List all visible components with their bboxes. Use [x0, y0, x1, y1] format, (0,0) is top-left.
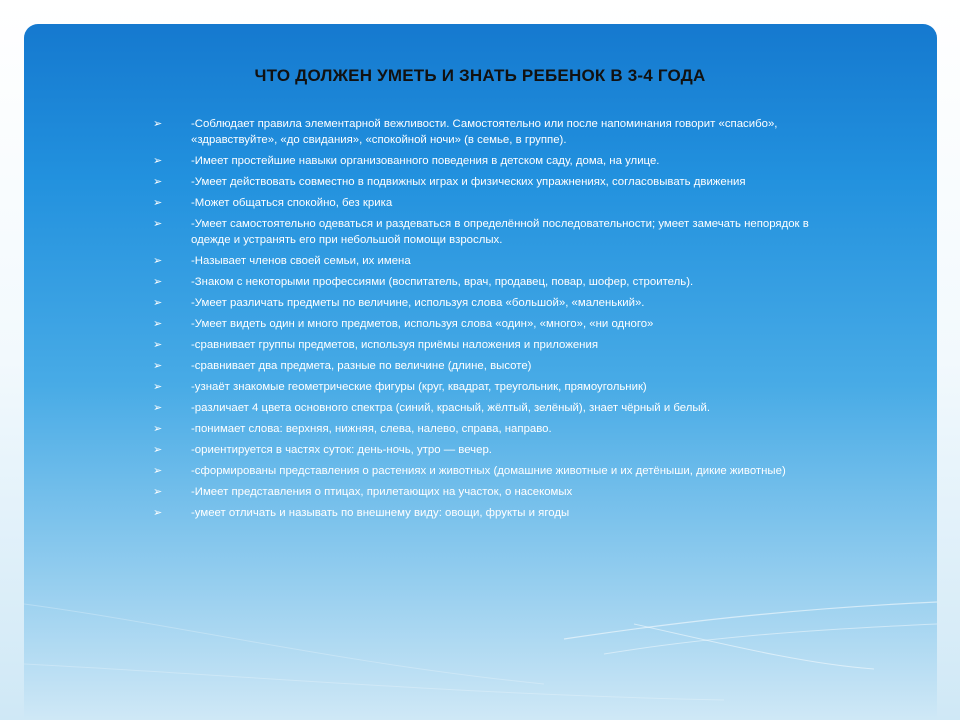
- list-item: [150, 379, 810, 395]
- list-item: [150, 295, 810, 311]
- arrowhead-bullet-icon: ➢: [153, 444, 163, 456]
- arrowhead-bullet-icon: ➢: [153, 218, 163, 230]
- list-item-text: -сравнивает группы предметов, используя приёмы наложения и приложения: [191, 339, 598, 351]
- arrowhead-bullet-icon: ➢: [153, 197, 163, 209]
- list-item-text: -Знаком с некоторыми профессиями (воспитатель, врач, продавец, повар, шофер, строитель).: [191, 276, 694, 288]
- arrowhead-bullet-icon: ➢: [153, 176, 163, 188]
- list-item-text: -узнаёт знакомые геометрические фигуры (круг, квадрат, треугольник, прямоугольник): [191, 381, 647, 393]
- arrowhead-bullet-icon: ➢: [153, 381, 163, 393]
- arrowhead-bullet-icon: ➢: [153, 507, 163, 519]
- list-item: [150, 216, 810, 248]
- list-item: [150, 274, 810, 290]
- wave-line: [24, 664, 724, 700]
- list-item: [150, 358, 810, 374]
- wave-line: [24, 604, 544, 684]
- slide-title: ЧТО ДОЛЖЕН УМЕТЬ И ЗНАТЬ РЕБЕНОК В 3-4 ГОДА: [254, 66, 706, 85]
- list-item-text: -различает 4 цвета основного спектра (синий, красный, жёлтый, зелёный), знает чёрный и белый.: [191, 402, 711, 414]
- list-item-text: -сформированы представления о растениях и животных (домашние животные и их детёныши, дикие животные): [191, 465, 786, 477]
- arrowhead-bullet-icon: ➢: [153, 360, 163, 372]
- list-item-text: -Умеет самостоятельно одеваться и раздеваться в определённой последовательности; умеет замечать непорядок в одежде и устранять его при небольшой помощи взрослых.: [191, 218, 809, 246]
- list-item-text: -Умеет различать предметы по величине, используя слова «большой», «маленький».: [191, 297, 645, 309]
- list-item: [150, 421, 810, 437]
- list-item-text: -умеет отличать и называть по внешнему виду: овощи, фрукты и ягоды: [191, 507, 570, 519]
- list-item: [150, 195, 810, 211]
- skills-list: [150, 116, 810, 526]
- wave-line: [564, 602, 937, 639]
- list-item-text: -Называет членов своей семьи, их имена: [191, 255, 411, 267]
- arrowhead-bullet-icon: ➢: [153, 318, 163, 330]
- arrowhead-bullet-icon: ➢: [153, 297, 163, 309]
- arrowhead-bullet-icon: ➢: [153, 155, 163, 167]
- arrowhead-bullet-icon: ➢: [153, 276, 163, 288]
- arrowhead-bullet-icon: ➢: [153, 339, 163, 351]
- list-item-text: -Имеет представления о птицах, прилетающих на участок, о насекомых: [191, 486, 573, 498]
- list-item-text: -Умеет видеть один и много предметов, используя слова «один», «много», «ни одного»: [191, 318, 654, 330]
- list-item: [150, 153, 810, 169]
- list-item: [150, 484, 810, 500]
- list-item: [150, 337, 810, 353]
- arrowhead-bullet-icon: ➢: [153, 118, 163, 130]
- list-item-text: -Соблюдает правила элементарной вежливости. Самостоятельно или после напоминания говорит «спасибо», «здравствуйте», «до свидания», «спокойной ночи» (в семье, в группе).: [191, 118, 778, 146]
- list-item-text: -Умеет действовать совместно в подвижных играх и физических упражнениях, согласовывать движения: [191, 176, 746, 188]
- arrowhead-bullet-icon: ➢: [153, 255, 163, 267]
- list-item-text: -Может общаться спокойно, без крика: [191, 197, 393, 209]
- list-item: [150, 400, 810, 416]
- wave-line: [634, 624, 874, 669]
- list-item: [150, 253, 810, 269]
- arrowhead-bullet-icon: ➢: [153, 423, 163, 435]
- list-item: [150, 442, 810, 458]
- list-item-text: -понимает слова: верхняя, нижняя, слева, налево, справа, направо.: [191, 423, 552, 435]
- list-item: [150, 174, 810, 190]
- list-item: [150, 463, 810, 479]
- list-item: [150, 505, 810, 521]
- arrowhead-bullet-icon: ➢: [153, 465, 163, 477]
- list-item: [150, 116, 810, 148]
- arrowhead-bullet-icon: ➢: [153, 402, 163, 414]
- list-item-text: -сравнивает два предмета, разные по величине (длине, высоте): [191, 360, 532, 372]
- list-item: [150, 316, 810, 332]
- list-item-text: -ориентируется в частях суток: день-ночь, утро — вечер.: [191, 444, 492, 456]
- arrowhead-bullet-icon: ➢: [153, 486, 163, 498]
- list-item-text: -Имеет простейшие навыки организованного поведения в детском саду, дома, на улице.: [191, 155, 660, 167]
